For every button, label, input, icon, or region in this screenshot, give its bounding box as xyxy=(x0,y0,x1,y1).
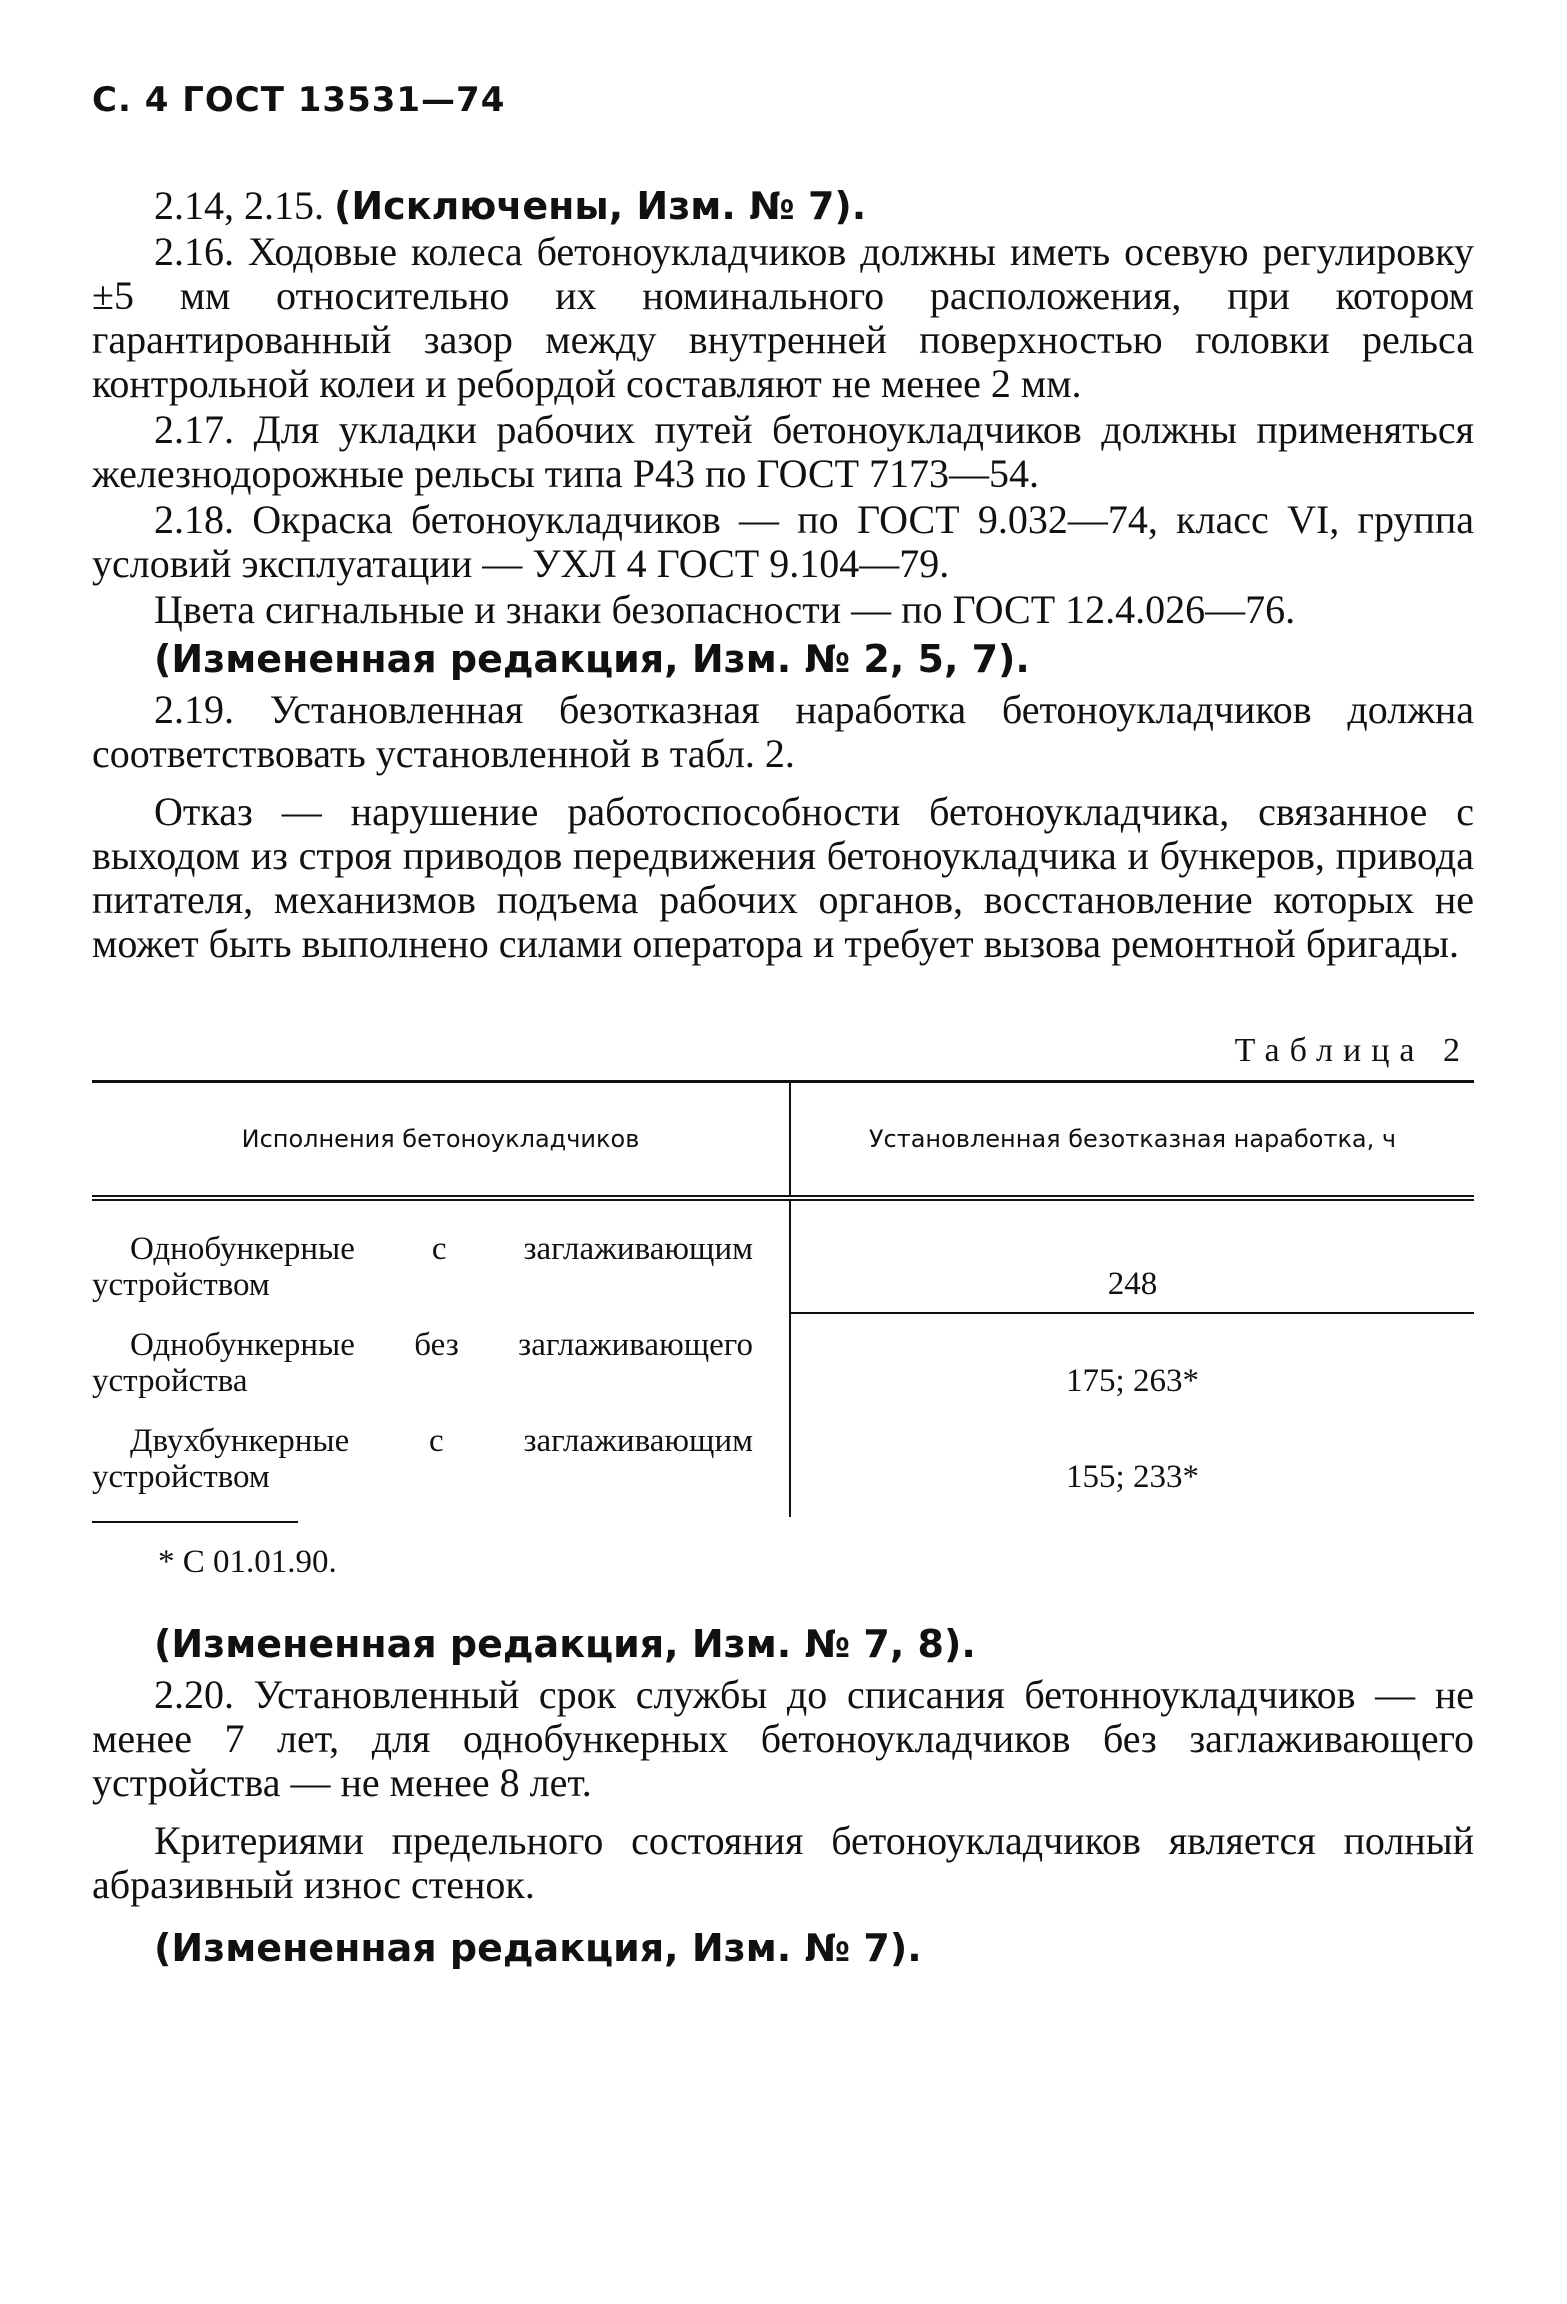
clause-2-20: 2.20. Установленный срок службы до списания бетонноукладчиков — не менее 7 лет, для однобункерных бетоноукладчиков без заглаживающего устройства — не менее 8 лет. xyxy=(92,1672,1474,1805)
clause-2-18: 2.18. Окраска бетоноукладчиков — по ГОСТ 9.032—74, класс VI, группа условий эксплуатации — УХЛ 4 ГОСТ 9.104—79. xyxy=(92,497,1474,586)
table-row xyxy=(92,1198,1474,1313)
amendment-note-2: (Измененная редакция, Изм. № 7, 8). xyxy=(154,1622,976,1666)
reliability-table xyxy=(92,1080,1474,1517)
table-cell-operating-time: 155; 233* xyxy=(1066,1459,1199,1495)
table-caption: Таблица 2 xyxy=(1234,1032,1470,1069)
clause-2-14-excluded: (Исключены, Изм. № 7). xyxy=(334,184,867,228)
clause-2-14 xyxy=(92,184,1474,228)
clause-2-16: 2.16. Ходовые колеса бетоноукладчиков должны иметь осевую регулировку ±5 мм относительно их номинального расположения, при котором гарантированный зазор между внутренней поверхностью головки рельса контрольной колеи и ребордой составляют не менее 2 мм. xyxy=(92,229,1474,406)
table-header-version: Исполнения бетоноукладчиков xyxy=(92,1082,790,1199)
table-cell-operating-time: 248 xyxy=(790,1198,1474,1313)
clause-2-17: 2.17. Для укладки рабочих путей бетоноукладчиков должны применяться железнодорожные рельсы типа Р43 по ГОСТ 7173—54. xyxy=(92,407,1474,496)
table-header-operating-time: Установленная безотказная наработка, ч xyxy=(790,1082,1474,1199)
document-page xyxy=(92,80,1474,1977)
table-header-row xyxy=(92,1082,1474,1199)
clause-2-19: 2.19. Установленная безотказная наработка бетоноукладчиков должна соответствовать установленной в табл. 2. xyxy=(92,687,1474,776)
table-cell-version: Однобункерные без заглаживающего устройства xyxy=(92,1313,790,1409)
amendment-note-3: (Измененная редакция, Изм. № 7). xyxy=(154,1926,922,1970)
page-header: С. 4 ГОСТ 13531—74 xyxy=(92,80,506,120)
clause-2-20-criteria: Критериями предельного состояния бетоноукладчиков является полный абразивный износ стенок. xyxy=(92,1818,1474,1907)
clause-2-18-colors: Цвета сигнальные и знаки безопасности — по ГОСТ 12.4.026—76. xyxy=(154,587,1296,632)
footnote-rule xyxy=(92,1521,298,1523)
amendment-note-1: (Измененная редакция, Изм. № 2, 5, 7). xyxy=(154,637,1030,681)
table-cell-version: Двухбункерные с заглаживающим устройством xyxy=(92,1409,790,1517)
table-row xyxy=(92,1313,1474,1409)
table-cell-version: Однобункерные с заглаживающим устройством xyxy=(92,1198,790,1313)
clause-2-19-failure-definition: Отказ — нарушение работоспособности бетоноукладчика, связанное с выходом из строя приводов передвижения бетоноукладчика и бункеров, привода питателя, механизмов подъема рабочих органов, восстановление которых не может быть выполнено силами оператора и требует вызова ремонтной бригады. xyxy=(92,789,1474,966)
table-footnote: * С 01.01.90. xyxy=(158,1544,337,1580)
clause-2-14-number: 2.14, 2.15. xyxy=(154,183,324,228)
table-row xyxy=(92,1409,1474,1517)
table-cell-operating-time: 175; 263* xyxy=(1066,1363,1199,1399)
